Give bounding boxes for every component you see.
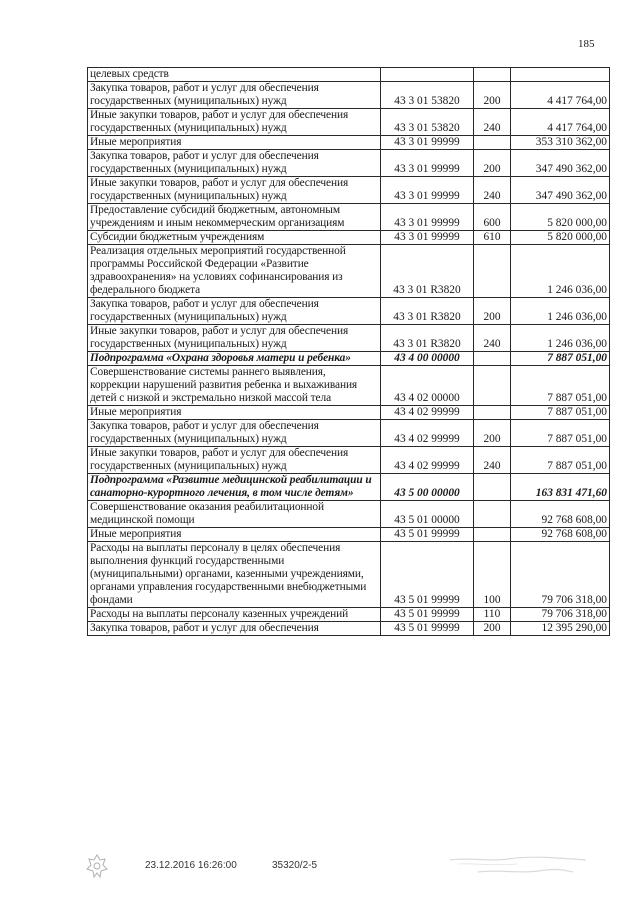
row-vr-cell: 200 — [474, 298, 511, 325]
row-name-cell: Иные закупки товаров, работ и услуг для обеспечения государственных (муниципальных) нужд — [88, 177, 381, 204]
table-row — [88, 298, 610, 325]
row-sum-cell: 7 887 051,00 — [511, 352, 610, 366]
table-row — [88, 622, 610, 636]
row-name-cell: Реализация отдельных мероприятий государственной программы Российской Федерации «Развитие здравоохранения» на условиях софинансирования из федерального бюджета — [88, 245, 381, 298]
row-name-cell: Расходы на выплаты персоналу казенных учреждений — [88, 608, 381, 622]
budget-table-body — [88, 68, 610, 636]
row-vr-cell: 610 — [474, 231, 511, 245]
table-row — [88, 542, 610, 608]
row-name-cell: Подпрограмма «Развитие медицинской реабилитации и санаторно-курортного лечения, в том числе детям» — [88, 474, 381, 501]
row-vr-cell: 600 — [474, 204, 511, 231]
row-code-cell: 43 5 01 00000 — [381, 501, 474, 528]
table-row — [88, 501, 610, 528]
row-code-cell: 43 4 02 99999 — [381, 406, 474, 420]
table-row — [88, 447, 610, 474]
row-name-cell: Иные закупки товаров, работ и услуг для обеспечения государственных (муниципальных) нужд — [88, 109, 381, 136]
row-name-cell: Субсидии бюджетным учреждениям — [88, 231, 381, 245]
row-vr-cell: 200 — [474, 420, 511, 447]
table-row — [88, 352, 610, 366]
row-sum-cell: 1 246 036,00 — [511, 298, 610, 325]
table-row — [88, 474, 610, 501]
row-sum-cell: 347 490 362,00 — [511, 177, 610, 204]
row-name-cell: Подпрограмма «Охрана здоровья матери и ребенка» — [88, 352, 381, 366]
table-row — [88, 136, 610, 150]
row-name-cell: Иные закупки товаров, работ и услуг для обеспечения государственных (муниципальных) нужд — [88, 447, 381, 474]
row-sum-cell: 79 706 318,00 — [511, 542, 610, 608]
row-vr-cell — [474, 528, 511, 542]
table-row — [88, 177, 610, 204]
row-code-cell: 43 3 01 99999 — [381, 136, 474, 150]
row-code-cell: 43 3 01 53820 — [381, 109, 474, 136]
row-code-cell: 43 4 02 00000 — [381, 366, 474, 406]
row-code-cell: 43 4 00 00000 — [381, 352, 474, 366]
row-sum-cell: 92 768 608,00 — [511, 528, 610, 542]
row-sum-cell: 347 490 362,00 — [511, 150, 610, 177]
row-vr-cell — [474, 366, 511, 406]
emblem-icon — [86, 853, 108, 879]
row-vr-cell: 200 — [474, 82, 511, 109]
table-row — [88, 68, 610, 82]
row-code-cell: 43 5 01 99999 — [381, 542, 474, 608]
row-name-cell: Закупка товаров, работ и услуг для обеспечения государственных (муниципальных) нужд — [88, 298, 381, 325]
row-vr-cell: 200 — [474, 150, 511, 177]
row-vr-cell: 110 — [474, 608, 511, 622]
row-sum-cell: 163 831 471,60 — [511, 474, 610, 501]
row-code-cell: 43 3 01 99999 — [381, 231, 474, 245]
row-sum-cell: 353 310 362,00 — [511, 136, 610, 150]
row-code-cell: 43 5 01 99999 — [381, 608, 474, 622]
row-name-cell: Иные закупки товаров, работ и услуг для обеспечения государственных (муниципальных) нужд — [88, 325, 381, 352]
row-name-cell: Закупка товаров, работ и услуг для обеспечения государственных (муниципальных) нужд — [88, 82, 381, 109]
table-row — [88, 109, 610, 136]
row-name-cell: Совершенствование системы раннего выявления, коррекции нарушений развития ребенка и выхаживания детей с низкой и экстремально низкой массой тела — [88, 366, 381, 406]
row-code-cell — [381, 68, 474, 82]
row-vr-cell: 240 — [474, 447, 511, 474]
row-name-cell: Расходы на выплаты персоналу в целях обеспечения выполнения функций государственными (муниципальными) органами, казенными учреждениями, органами управления государственными внебюджетными фондами — [88, 542, 381, 608]
row-name-cell: Закупка товаров, работ и услуг для обеспечения — [88, 622, 381, 636]
row-sum-cell: 79 706 318,00 — [511, 608, 610, 622]
table-row — [88, 420, 610, 447]
table-row — [88, 231, 610, 245]
row-vr-cell — [474, 406, 511, 420]
row-code-cell: 43 4 02 99999 — [381, 447, 474, 474]
row-vr-cell: 240 — [474, 177, 511, 204]
page-number: 185 — [578, 38, 595, 50]
budget-table — [87, 67, 610, 636]
row-code-cell: 43 5 01 99999 — [381, 528, 474, 542]
row-sum-cell: 7 887 051,00 — [511, 420, 610, 447]
row-sum-cell — [511, 68, 610, 82]
table-row — [88, 325, 610, 352]
row-vr-cell: 100 — [474, 542, 511, 608]
row-vr-cell: 200 — [474, 622, 511, 636]
table-row — [88, 528, 610, 542]
row-sum-cell: 7 887 051,00 — [511, 406, 610, 420]
row-name-cell: Иные мероприятия — [88, 406, 381, 420]
stamp-icon — [448, 852, 588, 880]
footer-datetime: 23.12.2016 16:26:00 — [145, 860, 237, 871]
row-sum-cell: 4 417 764,00 — [511, 82, 610, 109]
row-name-cell: Закупка товаров, работ и услуг для обеспечения государственных (муниципальных) нужд — [88, 150, 381, 177]
table-row — [88, 245, 610, 298]
row-sum-cell: 1 246 036,00 — [511, 325, 610, 352]
row-sum-cell: 12 395 290,00 — [511, 622, 610, 636]
row-code-cell: 43 5 01 99999 — [381, 622, 474, 636]
table-row — [88, 608, 610, 622]
row-code-cell: 43 3 01 R3820 — [381, 325, 474, 352]
row-sum-cell: 7 887 051,00 — [511, 447, 610, 474]
row-sum-cell: 92 768 608,00 — [511, 501, 610, 528]
row-code-cell: 43 5 00 00000 — [381, 474, 474, 501]
table-row — [88, 82, 610, 109]
row-code-cell: 43 3 01 99999 — [381, 204, 474, 231]
row-vr-cell — [474, 352, 511, 366]
row-sum-cell: 4 417 764,00 — [511, 109, 610, 136]
row-sum-cell: 1 246 036,00 — [511, 245, 610, 298]
row-vr-cell — [474, 245, 511, 298]
row-name-cell: целевых средств — [88, 68, 381, 82]
row-code-cell: 43 3 01 R3820 — [381, 298, 474, 325]
row-vr-cell — [474, 68, 511, 82]
row-vr-cell — [474, 501, 511, 528]
table-row — [88, 406, 610, 420]
row-vr-cell — [474, 136, 511, 150]
row-name-cell: Иные мероприятия — [88, 528, 381, 542]
row-code-cell: 43 3 01 99999 — [381, 150, 474, 177]
table-row — [88, 204, 610, 231]
row-code-cell: 43 3 01 53820 — [381, 82, 474, 109]
row-sum-cell: 5 820 000,00 — [511, 231, 610, 245]
row-code-cell: 43 3 01 99999 — [381, 177, 474, 204]
row-name-cell: Предоставление субсидий бюджетным, автономным учреждениям и иным некоммерческим организациям — [88, 204, 381, 231]
footer-doc-number: 35320/2-5 — [272, 860, 318, 871]
row-sum-cell: 5 820 000,00 — [511, 204, 610, 231]
row-code-cell: 43 3 01 R3820 — [381, 245, 474, 298]
row-vr-cell: 240 — [474, 109, 511, 136]
row-vr-cell: 240 — [474, 325, 511, 352]
table-row — [88, 366, 610, 406]
table-row — [88, 150, 610, 177]
row-vr-cell — [474, 474, 511, 501]
row-sum-cell: 7 887 051,00 — [511, 366, 610, 406]
row-name-cell: Закупка товаров, работ и услуг для обеспечения государственных (муниципальных) нужд — [88, 420, 381, 447]
row-name-cell: Иные мероприятия — [88, 136, 381, 150]
row-code-cell: 43 4 02 99999 — [381, 420, 474, 447]
row-name-cell: Совершенствование оказания реабилитационной медицинской помощи — [88, 501, 381, 528]
